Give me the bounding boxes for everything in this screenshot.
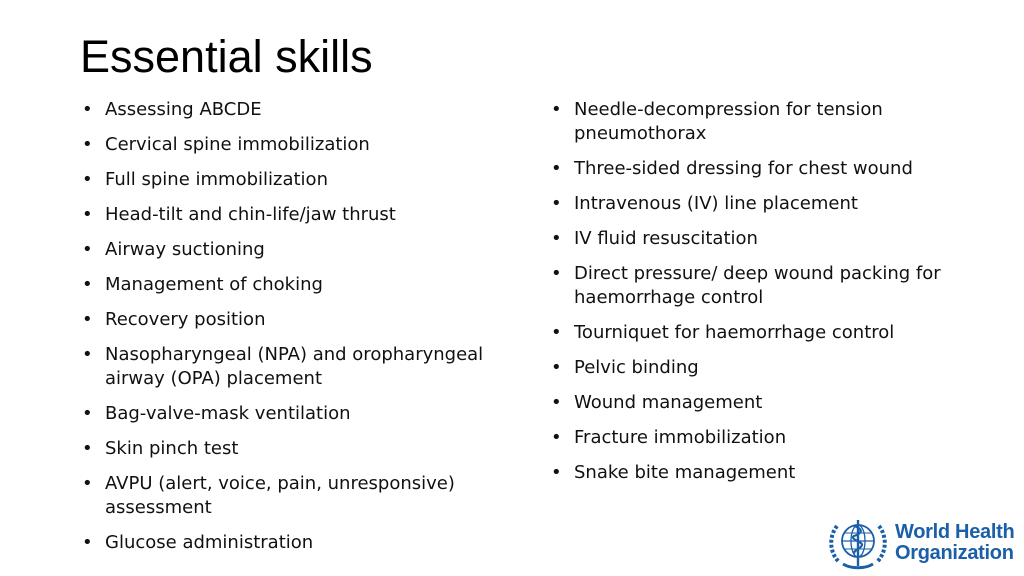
list-item: • Pelvic binding (549, 356, 969, 380)
list-item: • AVPU (alert, voice, pain, unresponsive) assessment (80, 472, 500, 520)
list-item: • Full spine immobilization (80, 168, 500, 192)
list-item: • Tourniquet for haemorrhage control (549, 321, 969, 345)
who-logo-text (895, 522, 1014, 564)
slide-title: Essential skills (80, 31, 373, 82)
list-item: • Bag-valve-mask ventilation (80, 402, 500, 426)
who-logo (827, 514, 1014, 572)
list-item: • Snake bite management (549, 461, 969, 485)
list-item: • Fracture immobilization (549, 426, 969, 450)
list-item: • Wound management (549, 391, 969, 415)
logo-line-2: Organization (895, 542, 1014, 564)
list-item: • Head-tilt and chin-life/jaw thrust (80, 203, 500, 227)
list-item: • Glucose administration (80, 531, 500, 555)
list-item: • Management of choking (80, 273, 500, 297)
list-item: • Recovery position (80, 308, 500, 332)
list-item: • Direct pressure/ deep wound packing for haemorrhage control (549, 262, 969, 310)
skills-list-right (549, 98, 969, 496)
list-item: • IV fluid resuscitation (549, 227, 969, 251)
list-item: • Skin pinch test (80, 437, 500, 461)
skills-list-left (80, 98, 500, 566)
list-item: • Three-sided dressing for chest wound (549, 157, 969, 181)
list-item: • Airway suctioning (80, 238, 500, 262)
list-item: • Assessing ABCDE (80, 98, 500, 122)
logo-line-1: World Health (895, 521, 1015, 543)
who-emblem-icon (827, 514, 889, 572)
list-item: • Cervical spine immobilization (80, 133, 500, 157)
list-item: • Intravenous (IV) line placement (549, 192, 969, 216)
list-item: • Needle-decompression for tension pneumothorax (549, 98, 969, 146)
list-item: • Nasopharyngeal (NPA) and oropharyngeal airway (OPA) placement (80, 343, 500, 391)
